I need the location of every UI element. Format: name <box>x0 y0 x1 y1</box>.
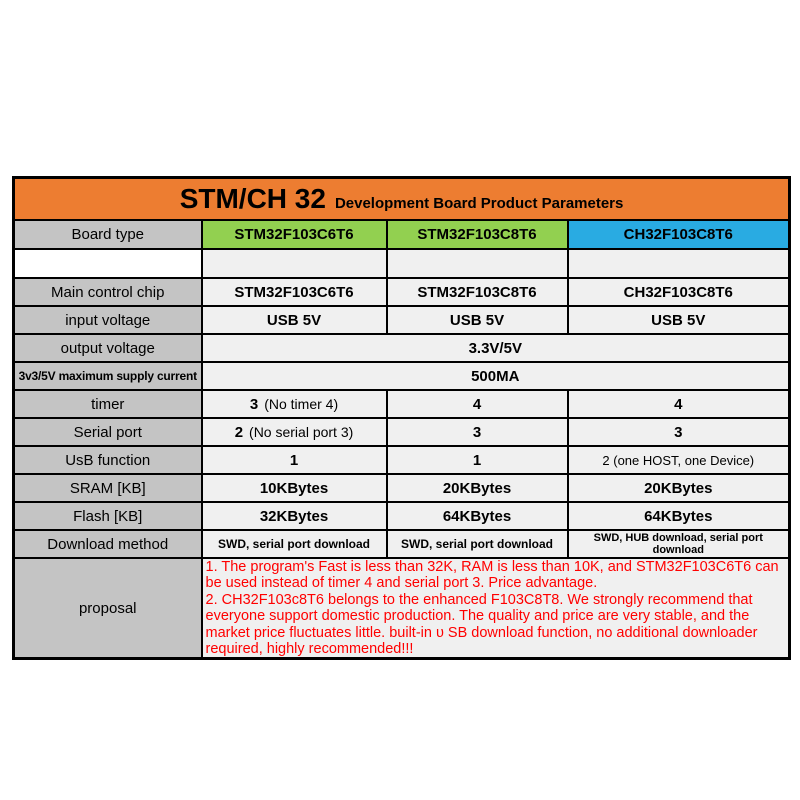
table-title-cell <box>14 178 790 221</box>
board-col-stm32f103c8t6: STM32F103C8T6 <box>387 220 568 249</box>
cell-download-3: SWD, HUB download, serial port download <box>568 530 790 558</box>
board-type-label: Board type <box>14 220 202 249</box>
empty-cell-2 <box>387 249 568 278</box>
cell-chip-2: STM32F103C8T6 <box>387 278 568 306</box>
row-label-input-voltage: input voltage <box>14 306 202 334</box>
cell-usb-2: 1 <box>387 446 568 474</box>
empty-cell-3 <box>568 249 790 278</box>
row-label-proposal: proposal <box>14 558 202 659</box>
row-timer <box>14 390 790 418</box>
serial-note: (No serial port 3) <box>249 423 354 440</box>
proposal-line-1: 1. The program's Fast is less than 32K, RAM is less than 10K, and STM32F103C6T6 can be used instead of timer 4 and serial port 3. Price advantage. <box>205 559 779 592</box>
table-header-row <box>14 178 790 221</box>
cell-sram-2: 20KBytes <box>387 474 568 502</box>
proposal-line-2: 2. CH32F103c8T6 belongs to the enhanced F103C8T8. We strongly recommend that everyone support domestic production. The quality and price are very stable, and the market price fluctuates little. built-in υ SB download function, no additional downloader required, highly recommended!!! <box>205 591 758 658</box>
cell-flash-3: 64KBytes <box>568 502 790 530</box>
cell-input-voltage-3: USB 5V <box>568 306 790 334</box>
cell-flash-2: 64KBytes <box>387 502 568 530</box>
cell-serial-3: 3 <box>568 418 790 446</box>
row-serial-port <box>14 418 790 446</box>
cell-chip-1: STM32F103C6T6 <box>202 278 387 306</box>
row-flash <box>14 502 790 530</box>
cell-usb-1: 1 <box>202 446 387 474</box>
row-main-control-chip <box>14 278 790 306</box>
cell-flash-1: 32KBytes <box>202 502 387 530</box>
page-title: STM/CH 32 <box>179 183 326 214</box>
row-label-usb: UsB function <box>14 446 202 474</box>
product-parameters-table <box>12 176 791 660</box>
cell-input-voltage-1: USB 5V <box>202 306 387 334</box>
row-label-max-current: 3v3/5V maximum supply current <box>14 362 202 390</box>
empty-row <box>14 249 790 278</box>
row-label-serial: Serial port <box>14 418 202 446</box>
cell-proposal-text <box>202 558 790 659</box>
row-sram <box>14 474 790 502</box>
page-subtitle: Development Board Product Parameters <box>334 195 624 212</box>
timer-count: 3 <box>249 395 259 413</box>
cell-download-1: SWD, serial port download <box>202 530 387 558</box>
timer-note: (No timer 4) <box>264 395 339 412</box>
cell-sram-3: 20KBytes <box>568 474 790 502</box>
row-label-chip: Main control chip <box>14 278 202 306</box>
board-col-stm32f103c6t6: STM32F103C6T6 <box>202 220 387 249</box>
row-label-output-voltage: output voltage <box>14 334 202 362</box>
serial-count: 2 <box>234 423 244 441</box>
row-input-voltage <box>14 306 790 334</box>
row-label-timer: timer <box>14 390 202 418</box>
cell-chip-3: CH32F103C8T6 <box>568 278 790 306</box>
cell-max-current-span: 500MA <box>202 362 790 390</box>
cell-timer-2: 4 <box>387 390 568 418</box>
cell-input-voltage-2: USB 5V <box>387 306 568 334</box>
row-label-flash: Flash [KB] <box>14 502 202 530</box>
cell-timer-1 <box>202 390 387 418</box>
cell-timer-3: 4 <box>568 390 790 418</box>
cell-output-voltage-span: 3.3V/5V <box>202 334 790 362</box>
row-proposal <box>14 558 790 659</box>
row-usb-function <box>14 446 790 474</box>
empty-cell-label <box>14 249 202 278</box>
row-download-method <box>14 530 790 558</box>
row-max-supply-current <box>14 362 790 390</box>
cell-usb-3: 2 (one HOST, one Device) <box>568 446 790 474</box>
row-output-voltage <box>14 334 790 362</box>
cell-serial-2: 3 <box>387 418 568 446</box>
cell-sram-1: 10KBytes <box>202 474 387 502</box>
cell-download-2: SWD, serial port download <box>387 530 568 558</box>
row-label-download: Download method <box>14 530 202 558</box>
empty-cell-1 <box>202 249 387 278</box>
cell-serial-1 <box>202 418 387 446</box>
board-type-row <box>14 220 790 249</box>
row-label-sram: SRAM [KB] <box>14 474 202 502</box>
board-col-ch32f103c8t6: CH32F103C8T6 <box>568 220 790 249</box>
